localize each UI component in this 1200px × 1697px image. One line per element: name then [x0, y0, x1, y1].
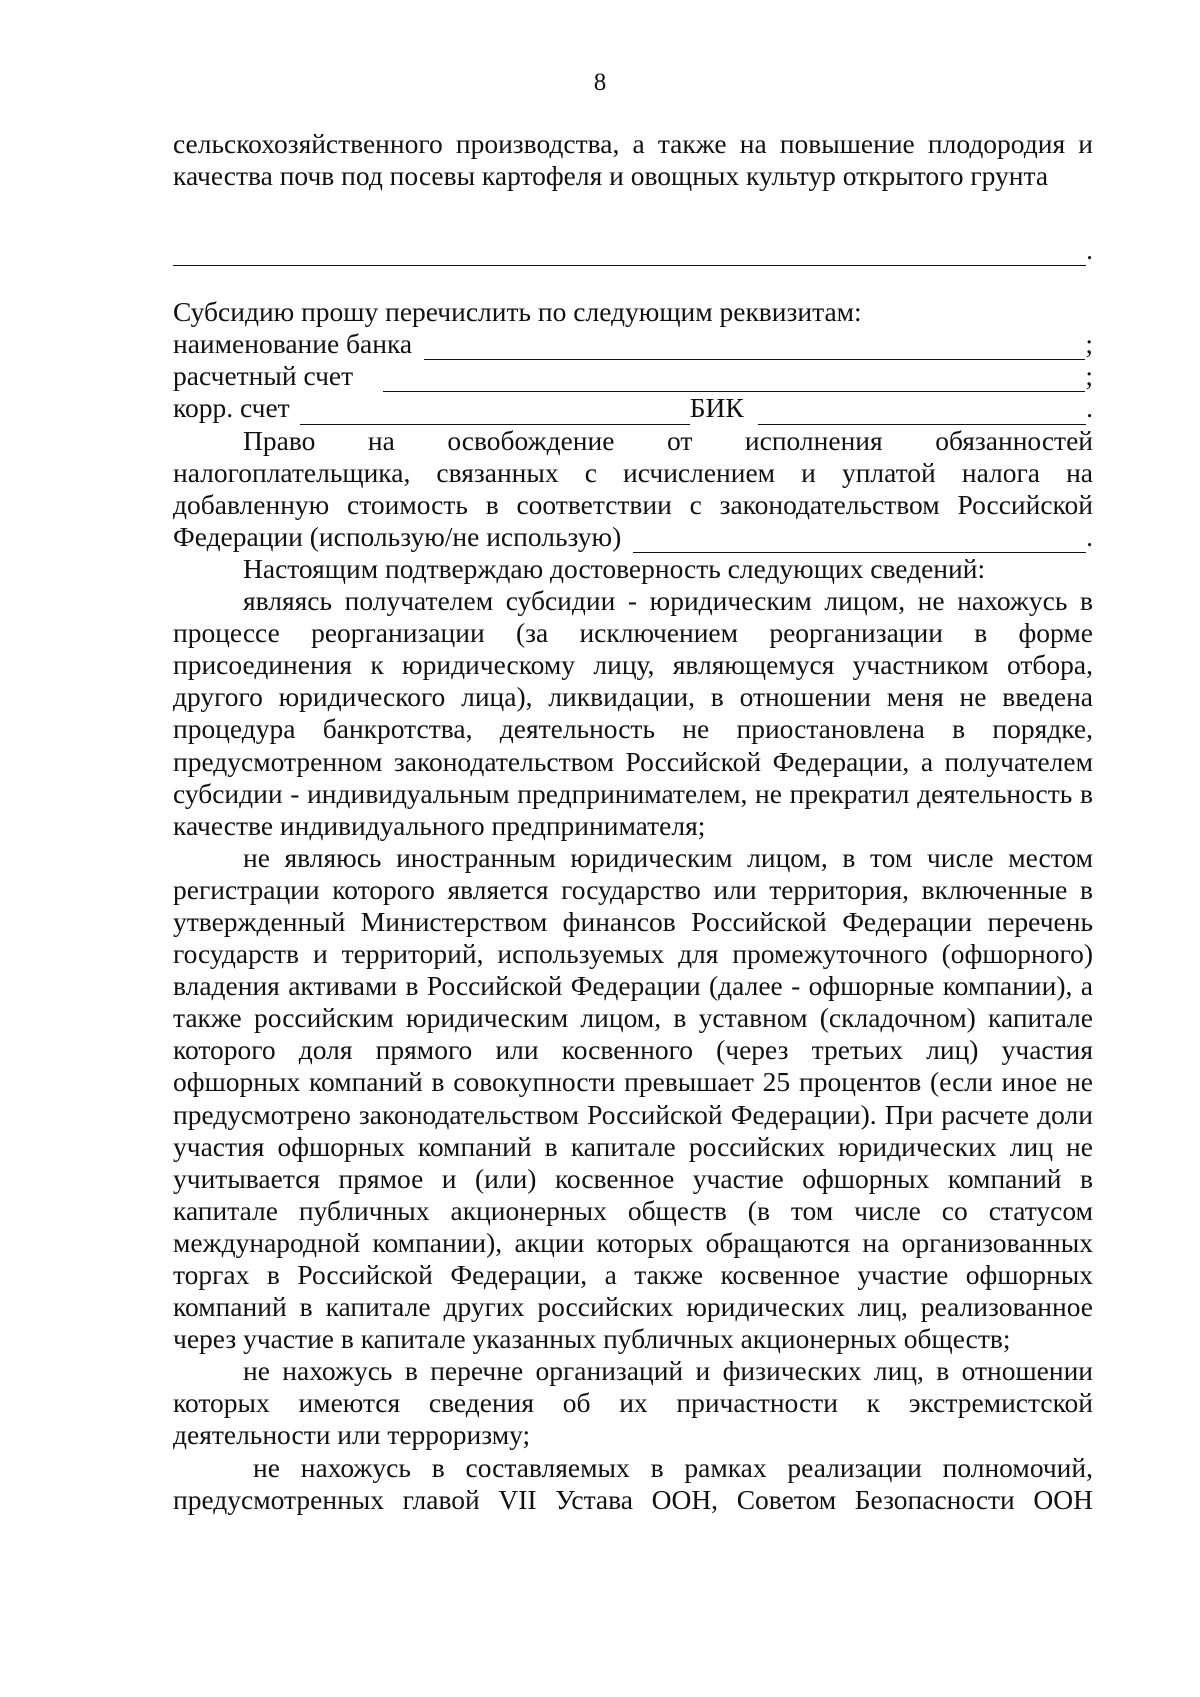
purpose-blank-row: [173, 232, 1093, 266]
page-number: 8: [593, 69, 607, 96]
bank-heading: Субсидию прошу перечислить по следующим реквизитам:: [173, 296, 862, 328]
vat-line-1: Право на освобождение от исполнения обязанностей: [243, 424, 1093, 456]
vat-line-4-row: [173, 521, 1093, 553]
vat-end: .: [1086, 520, 1093, 552]
bank-name-label: наименование банка: [173, 328, 413, 360]
corr-label: корр. счет: [173, 392, 290, 424]
confirm-heading: Настоящим подтверждаю достоверность следующих сведений:: [243, 552, 986, 584]
corr-field[interactable]: [300, 400, 690, 425]
vat-line-4: Федерации (использую/не использую): [173, 520, 622, 552]
vat-choice-field[interactable]: [633, 528, 1086, 553]
confirm-paragraph-2: не являюсь иностранным юридическим лицом, в том числе местом регистрации которого является государство или территория, включенные в утвержденный Министерством финансов Российской Федерации перечень государств и территорий, используемых для промежуточного (офшорного) владения активами в Российской Федерации (далее - офшорные компании), а также российским юридическим лицом, в уставном (складочном) капитале которого доля прямого или косвенного (через третьих лиц) участия офшорных компаний в совокупности превышает 25 процентов (если иное не предусмотрено законодательством Российской Федерации). При расчете доли участия офшорных компаний в капитале российских юридических лиц не учитывается прямое и (или) косвенное участие офшорных компаний в капитале публичных акционерных обществ (в том числе со статусом международной компании), акции которых обращаются на организованных торгах в Российской Федерации, а также косвенное участие офшорных компаний в капитале других российских юридических лиц, реализованное через участие в капитале указанных публичных акционерных обществ;: [173, 841, 1093, 1355]
purpose-blank-field[interactable]: [173, 241, 1086, 266]
confirm-paragraph-3: не нахожусь в перечне организаций и физических лиц, в отношении которых имеются сведения об их причастности к экстремистской деятельности или терроризму;: [173, 1355, 1093, 1451]
bank-name-row: [173, 328, 1093, 360]
vat-line-2: налогоплательщика, связанных с исчислением и уплатой налога на: [173, 456, 1093, 488]
vat-line-3: добавленную стоимость в соответствии с законодательством Российской: [173, 488, 1093, 520]
account-row: [173, 360, 1093, 392]
corr-bik-end: .: [1086, 392, 1093, 424]
account-label: расчетный счет: [173, 360, 354, 392]
document-body: [173, 128, 1093, 1516]
confirm-paragraph-4: не нахожусь в составляемых в рамках реализации полномочий, предусмотренных главой VII Устава ООН, Советом Безопасности ООН: [173, 1451, 1093, 1515]
purpose-blank-end: .: [1086, 234, 1093, 266]
intro-line-2: качества почв под посевы картофеля и овощных культур открытого грунта: [173, 160, 1049, 192]
bank-name-semicolon: ;: [1085, 328, 1093, 360]
account-field[interactable]: [383, 367, 1085, 392]
bik-label: БИК: [689, 392, 744, 424]
confirm-paragraph-1: являясь получателем субсидии - юридическим лицом, не нахожусь в процессе реорганизации (за исключением реорганизации в форме присоединения к юридическому лицу, являющемуся участником отбора, другого юридического лица), ликвидации, в отношении меня не введена процедура банкротства, деятельность не приостановлена в порядке, предусмотренном законодательством Российской Федерации, а получателем субсидии - индивидуальным предпринимателем, не прекратил деятельность в качестве индивидуального предпринимателя;: [173, 585, 1093, 841]
bik-field[interactable]: [758, 400, 1086, 425]
intro-line-1: сельскохозяйственного производства, а также на повышение плодородия и: [173, 128, 1093, 159]
account-semicolon: ;: [1085, 360, 1093, 392]
bank-name-field[interactable]: [424, 335, 1085, 360]
corr-bik-row: [173, 392, 1093, 424]
